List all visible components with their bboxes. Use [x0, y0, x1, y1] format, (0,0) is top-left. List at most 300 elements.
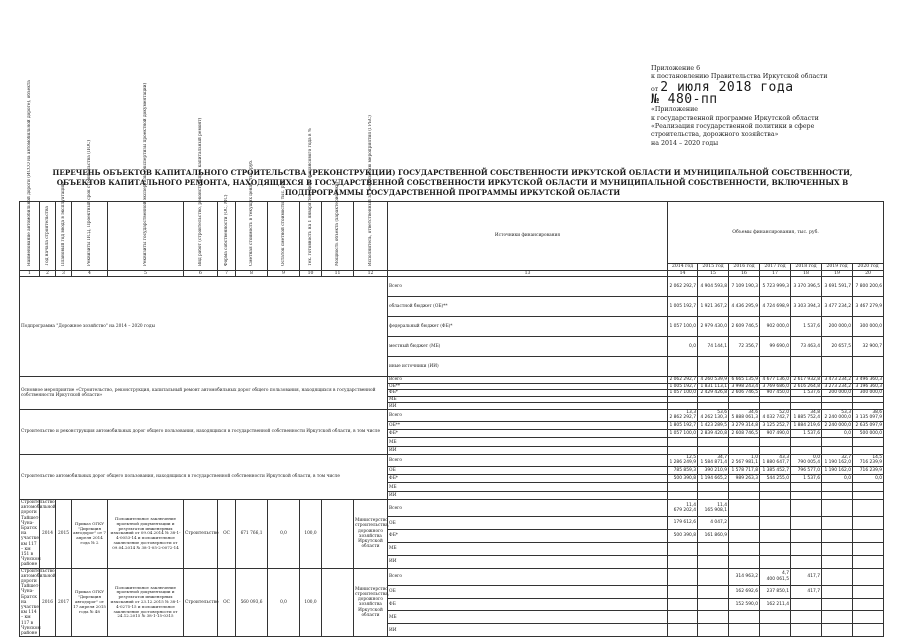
funding-value: [760, 409, 791, 421]
amount-value: 3 125 252,7: [762, 422, 789, 428]
amount-value: 0,0: [844, 476, 851, 482]
percent-value: 4,7: [782, 571, 789, 577]
funding-value: [668, 297, 698, 317]
amount-value: 0,0: [844, 431, 851, 437]
amount-value: 1 385 452,7: [762, 467, 789, 473]
funding-value: [853, 446, 884, 454]
funding-value: [853, 357, 884, 377]
amount-value: 1 057 100,0: [669, 431, 696, 437]
group-name: Основное мероприятие «Строительство, реконструкция, капитальный ремонт автомобильных дорог общего пользования, находящихся в государственной собственности Иркутской области»: [20, 377, 388, 410]
amount-value: 162 692,6: [735, 588, 758, 594]
funding-value: [791, 317, 822, 337]
funding-value: [729, 383, 760, 390]
year-2016: 2016 год: [729, 264, 760, 271]
funding-value: [760, 555, 791, 568]
object-name: Строительство автомобильной дороги Тайшет-Чуна-Братск на участке км 114 – км 117 в Чунском районе: [21, 568, 56, 637]
amount-value: 0,0: [689, 343, 696, 349]
funding-value: [791, 585, 822, 598]
year-2015: 2015 год: [698, 264, 729, 271]
year-2018: 2018 год: [791, 264, 822, 271]
funding-value: [729, 277, 760, 297]
funding-value: [853, 297, 884, 317]
percent-value: 11,4: [686, 502, 696, 508]
amount-value: 2 862 292,7: [669, 415, 696, 421]
amount-value: 4 032 742,7: [762, 415, 789, 421]
funding-value: [698, 430, 729, 438]
funding-value: [822, 517, 853, 530]
amount-value: 3 473 234,2: [824, 377, 851, 383]
funding-source: ФБ*: [388, 529, 668, 542]
funding-value: [729, 430, 760, 438]
funding-value: [822, 624, 853, 637]
col-header-7: Форма собственности (ОС, МС): [218, 202, 236, 271]
funding-value: [822, 568, 853, 585]
col-num: 12: [354, 270, 388, 277]
amount-value: 4 724 698,9: [762, 303, 789, 309]
funding-value: [698, 475, 729, 483]
funding-value: [698, 317, 729, 337]
amount-value: 2 240 000,0: [824, 415, 851, 421]
col-num: 3: [56, 270, 72, 277]
amount-value: 785 859,3: [673, 467, 696, 473]
funding-value: [698, 585, 729, 598]
funding-value: [668, 337, 698, 357]
funding-value: [668, 499, 698, 516]
funding-value: [853, 383, 884, 390]
amount-value: 3 279 314,8: [731, 422, 758, 428]
funding-value: [698, 491, 729, 499]
col-header-5: Реквизиты государственной экспертизы (экспертизы проектной документации): [108, 202, 184, 271]
funding-value: [822, 317, 853, 337]
amount-value: 1 537,6: [803, 431, 820, 437]
funding-value: [698, 454, 729, 466]
funding-value: [760, 403, 791, 410]
document-title: ПЕРЕЧЕНЬ ОБЪЕКТОВ КАПИТАЛЬНОГО СТРОИТЕЛЬСТВА (РЕКОНСТРУКЦИИ) ГОСУДАРСТВЕННОЙ СОБСТВЕННОСТИ ИРКУТСКОЙ ОБЛАСТИ И МУНИЦИПАЛЬНОЙ СОБСТВЕННОСТИ, ОБЪЕКТОВ КАПИТАЛЬНОГО РЕМОНТА, НАХОДЯЩИХСЯ В ГОСУДАРСТВЕННОЙ СОБСТВЕННОСТИ ИРКУТСКОЙ ОБЛАСТИ И МУНИЦИПАЛЬНОЙ СОБСТВЕННОСТИ, ВКЛЮЧЕННЫХ В ПОДПРОГРАММЫ ГОСУДАРСТВЕННОЙ ПРОГРАММЫ ИРКУТСКОЙ ОБЛАСТИ: [52, 168, 853, 197]
funding-value: [822, 491, 853, 499]
col-num: 15: [698, 270, 729, 277]
funding-value: [853, 585, 884, 598]
funding-source: Всего: [388, 454, 668, 466]
funding-value: [791, 529, 822, 542]
amount-value: 3 691 591,7: [824, 283, 851, 289]
funding-value: [760, 337, 791, 357]
amount-value: 500 000,0: [859, 431, 883, 437]
funding-value: [729, 568, 760, 585]
funding-value: [729, 421, 760, 429]
percent-value: 34,7: [717, 454, 727, 460]
funding-value: [668, 466, 698, 474]
amount-value: 679 202,4: [673, 508, 696, 514]
col-num: 16: [729, 270, 760, 277]
funding-source: ИИ: [388, 446, 668, 454]
funding-value: [760, 421, 791, 429]
funding-source: ОБ**: [388, 383, 668, 390]
table-row: [20, 409, 884, 421]
funding-value: [729, 624, 760, 637]
funding-value: [822, 438, 853, 446]
funding-value: [760, 454, 791, 466]
funding-value: [729, 598, 760, 611]
funding-source: иные источники (ИИ): [388, 357, 668, 377]
funding-source: местный бюджет (МБ): [388, 337, 668, 357]
funding-value: [791, 491, 822, 499]
funding-value: [791, 542, 822, 555]
appendix-line-1: Приложение 6: [651, 65, 701, 72]
object-capacity: [322, 499, 354, 568]
funding-value: [853, 611, 884, 624]
funding-value: [668, 585, 698, 598]
funding-value: [729, 438, 760, 446]
amount-value: 2 617 932,8: [793, 377, 820, 383]
funding-value: [760, 396, 791, 403]
year-2017: 2017 год: [760, 264, 791, 271]
amount-value: 6 665 135,9: [731, 377, 758, 383]
header-row: [20, 202, 884, 264]
funding-value: [791, 598, 822, 611]
funding-value: [853, 390, 884, 397]
funding-value: [822, 409, 853, 421]
amount-value: 2 635 097,9: [855, 422, 883, 428]
funding-value: [668, 383, 698, 390]
object-work: Строительство: [184, 568, 218, 637]
funding-value: [729, 611, 760, 624]
funding-source: МБ: [388, 438, 668, 446]
percent-value: 53,6: [717, 409, 727, 415]
amount-value: 907 490,0: [766, 431, 789, 437]
funding-value: [668, 598, 698, 611]
amount-value: 400 061,5: [766, 576, 789, 582]
amount-value: 1 578 717,8: [731, 467, 758, 473]
object-finish: 2015: [56, 499, 72, 568]
funding-value: [822, 396, 853, 403]
funding-value: [698, 517, 729, 530]
funding-value: [729, 297, 760, 317]
funding-value: [822, 499, 853, 516]
amount-value: 200 000,0: [828, 390, 851, 396]
funding-value: [668, 390, 698, 397]
amount-value: 32 900,7: [862, 343, 883, 349]
funding-value: [729, 585, 760, 598]
amount-value: 3 496 360,3: [855, 377, 883, 383]
funding-value: [791, 454, 822, 466]
funding-source: ОБ: [388, 517, 668, 530]
funding-value: [760, 624, 791, 637]
funding-value: [791, 357, 822, 377]
amount-value: 2 429 426,8: [700, 390, 727, 396]
funding-value: [853, 483, 884, 491]
object-rest: 0,0: [268, 568, 300, 637]
funding-value: [729, 454, 760, 466]
funding-source: федеральный бюджет (ФБ)*: [388, 317, 668, 337]
funding-value: [668, 317, 698, 337]
amount-value: 99 690,0: [769, 343, 789, 349]
amount-value: 1 805 192,7: [669, 422, 696, 428]
funding-value: [668, 475, 698, 483]
funding-value: [760, 568, 791, 585]
funding-source: Всего: [388, 277, 668, 297]
funding-value: [853, 491, 884, 499]
funding-value: [668, 491, 698, 499]
object-ready: 100,0: [300, 499, 322, 568]
funding-value: [698, 357, 729, 377]
amount-value: 1 190 162,0: [824, 467, 851, 473]
appendix-line-9: на 2014 – 2020 годы: [651, 139, 719, 147]
funding-source: Всего: [388, 568, 668, 585]
col-num: 4: [72, 270, 108, 277]
funding-value: [822, 357, 853, 377]
amount-value: 790 005,4: [797, 460, 820, 466]
col-header-4: Реквизиты ПСД, Проектный срок строительства (ПОС): [72, 202, 108, 271]
funding-value: [822, 390, 853, 397]
object-grbs: Министерство строительства, дорожного хозяйства Иркутской области: [354, 499, 388, 568]
col-header-1: Наименование автомобильной дороги (ИССО на автомобильной дороге), объекта: [20, 202, 40, 271]
col-num: 2: [40, 270, 56, 277]
funding-value: [822, 377, 853, 384]
object-work: Строительство: [184, 499, 218, 568]
funding-value: [668, 277, 698, 297]
funding-source: ИИ: [388, 491, 668, 499]
year-2014: 2014 год: [668, 264, 698, 271]
funding-value: [698, 568, 729, 585]
group-name: Строительство и реконструкция автомобильных дорог общего пользования, находящихся в государственной собственности Иркутской области, в том числе: [20, 409, 388, 454]
funding-source: ОБ: [388, 585, 668, 598]
col-header-6: Вид работ (строительство, реконструкция, капитальный ремонт): [184, 202, 218, 271]
object-finish: 2017: [56, 568, 72, 637]
funding-value: [760, 357, 791, 377]
funding-value: [853, 529, 884, 542]
appendix-line-8: строительства, дорожного хозяйства»: [651, 131, 779, 139]
amount-value: 5 888 061,3: [731, 415, 758, 421]
appendix-date: 2 июля 2018 года: [660, 79, 794, 95]
funding-value: [760, 491, 791, 499]
funding-value: [698, 383, 729, 390]
funding-value: [729, 337, 760, 357]
funding-source: ИИ: [388, 403, 668, 410]
funding-value: [760, 611, 791, 624]
object-name: Строительство автомобильной дороги Тайшет-Чуна-Братск на участке км 117 – км 151 в Чунском районе: [21, 499, 56, 568]
percent-value: 14,5: [872, 454, 883, 460]
amount-value: 417,7: [807, 588, 820, 594]
funding-value: [668, 430, 698, 438]
object-psd: Приказ ОГКУ "Дирекция автодорог" от 17 апреля 2015 года № 48: [72, 568, 108, 637]
funding-value: [729, 377, 760, 384]
amount-value: 500 390,8: [673, 476, 696, 482]
funding-value: [668, 446, 698, 454]
object-start: 2016: [40, 568, 56, 637]
amount-value: 3 273 234,2: [824, 383, 851, 389]
funding-value: [668, 517, 698, 530]
funding-value: [698, 624, 729, 637]
funding-value: [729, 466, 760, 474]
funding-value: [668, 529, 698, 542]
amount-value: 237 850,1: [766, 588, 789, 594]
col-num: 13: [388, 270, 668, 277]
funding-value: [791, 483, 822, 491]
funding-value: [698, 499, 729, 516]
col-header-9: Остаток сметной стоимости, тыс. руб.: [268, 202, 300, 271]
group-name: Строительство автомобильных дорог общего пользования, находящихся в государственной собственности Иркутской области, в том числе: [20, 454, 388, 499]
funding-value: [760, 297, 791, 317]
funding-value: [853, 430, 884, 438]
funding-value: [791, 277, 822, 297]
funding-value: [698, 337, 729, 357]
table-body: [20, 277, 884, 637]
funding-value: [853, 377, 884, 384]
funding-value: [760, 529, 791, 542]
object-capacity: [322, 568, 354, 637]
amount-value: 4 436 295,9: [731, 303, 758, 309]
funding-source: МБ: [388, 542, 668, 555]
col-num: 14: [668, 270, 698, 277]
year-2020: 2020 год: [853, 264, 884, 271]
funding-value: [698, 421, 729, 429]
funding-value: [760, 390, 791, 397]
funding-value: [698, 403, 729, 410]
funding-source: Всего: [388, 409, 668, 421]
funding-source: ФБ*: [388, 390, 668, 397]
amount-value: 162 211,4: [766, 601, 789, 607]
amount-value: 1 884 219,6: [793, 422, 820, 428]
funding-value: [698, 542, 729, 555]
funding-value: [791, 499, 822, 516]
funding-value: [791, 430, 822, 438]
funding-value: [668, 555, 698, 568]
amount-value: 1 057 100,0: [669, 390, 696, 396]
amount-value: 161 860,9: [704, 533, 727, 539]
amount-value: 1 921 367,2: [700, 303, 727, 309]
col-num: 17: [760, 270, 791, 277]
table-row: [20, 499, 884, 516]
funding-value: [729, 390, 760, 397]
amount-value: 152 590,0: [735, 601, 758, 607]
amount-value: 1 584 871,4: [700, 460, 727, 466]
amount-value: 1 423 289,5: [700, 422, 727, 428]
funding-value: [729, 555, 760, 568]
funding-value: [760, 277, 791, 297]
funding-value: [668, 403, 698, 410]
funding-value: [698, 529, 729, 542]
funding-value: [822, 529, 853, 542]
amount-value: 300 000,0: [859, 390, 883, 396]
funding-value: [760, 466, 791, 474]
amount-value: 1 005 192,7: [669, 383, 696, 389]
funding-value: [853, 499, 884, 516]
funding-value: [698, 390, 729, 397]
col-header-10: Тех. готовность на 1 января текущего финансового года в %: [300, 202, 322, 271]
percent-value: 43,3: [779, 454, 789, 460]
funding-value: [668, 568, 698, 585]
funding-value: [853, 624, 884, 637]
amount-value: 3 769 686,0: [762, 383, 789, 389]
funding-value: [791, 337, 822, 357]
funding-value: [853, 568, 884, 585]
object-ready: 100,0: [300, 568, 322, 637]
amount-value: 7 109 190,3: [731, 283, 758, 289]
table-row: [20, 377, 884, 384]
funding-value: [729, 491, 760, 499]
amount-value: 2 979 430,0: [700, 323, 727, 329]
funding-value: [760, 475, 791, 483]
percent-value: 53,3: [841, 409, 851, 415]
funding-value: [853, 454, 884, 466]
amount-value: 4 904 593,8: [700, 283, 727, 289]
object-start: 2014: [40, 499, 56, 568]
appendix-line-6: к государственной программе Иркутской области: [651, 114, 819, 122]
col-num: 19: [822, 270, 853, 277]
funding-value: [698, 483, 729, 491]
funding-value: [760, 317, 791, 337]
funding-value: [698, 466, 729, 474]
funding-value: [791, 403, 822, 410]
funding-value: [791, 396, 822, 403]
funding-value: [822, 555, 853, 568]
funding-source: областной бюджет (ОБ)**: [388, 297, 668, 317]
funding-value: [760, 517, 791, 530]
funding-value: [791, 383, 822, 390]
amount-value: 179 612,6: [673, 520, 696, 526]
amount-value: 2 608 746,5: [731, 431, 758, 437]
funding-value: [791, 475, 822, 483]
funding-source: ОБ**: [388, 421, 668, 429]
funding-value: [760, 598, 791, 611]
funding-value: [853, 403, 884, 410]
funding-value: [698, 396, 729, 403]
col-num: 20: [853, 270, 884, 277]
amount-value: 300 000,0: [859, 323, 883, 329]
appendix-block: [651, 65, 901, 148]
funding-value: [698, 409, 729, 421]
funding-value: [698, 438, 729, 446]
funding-value: [729, 317, 760, 337]
amount-value: 74 144,1: [707, 343, 727, 349]
object-rest: 0,0: [268, 499, 300, 568]
percent-value: 0,0: [813, 454, 820, 460]
amount-value: 20 657,5: [831, 343, 851, 349]
col-header-11: Мощность объекта (характеристики): [322, 202, 354, 271]
funding-value: [791, 390, 822, 397]
funding-source: ФБ*: [388, 430, 668, 438]
object-cost: 671 766,1: [236, 499, 268, 568]
funding-value: [791, 611, 822, 624]
amount-value: 1 190 162,0: [824, 460, 851, 466]
funding-value: [822, 446, 853, 454]
amount-value: 2 567 981,1: [731, 460, 758, 466]
col-header-12: Исполнитель, ответственный за реализацию мероприятия (ГРБС): [354, 202, 388, 271]
amount-value: 1 537,6: [803, 390, 820, 396]
funding-value: [822, 383, 853, 390]
object-grbs: Министерство строительства, дорожного хозяйства Иркутской области: [354, 568, 388, 637]
funding-value: [791, 466, 822, 474]
funding-value: [791, 517, 822, 530]
amount-value: 390 210,9: [704, 467, 727, 473]
funding-value: [729, 529, 760, 542]
col-num: 7: [218, 270, 236, 277]
col-header-13: Источники финансирования: [388, 202, 668, 271]
amount-value: 544 255,0: [766, 476, 789, 482]
amount-value: 902 000,0: [766, 323, 789, 329]
col-num: 10: [300, 270, 322, 277]
object-own: ОС: [218, 568, 236, 637]
funding-value: [853, 517, 884, 530]
appendix-line-7: «Реализация государственной политики в сфере: [651, 123, 815, 131]
funding-value: [729, 357, 760, 377]
funding-value: [853, 555, 884, 568]
amount-value: 73 463,4: [800, 343, 820, 349]
year-2019: 2019 год: [822, 264, 853, 271]
col-header-3: Плановый год ввода в эксплуатацию: [56, 202, 72, 271]
amount-value: 4 262 130,3: [700, 415, 727, 421]
amount-value: 3 303 394,3: [793, 303, 820, 309]
